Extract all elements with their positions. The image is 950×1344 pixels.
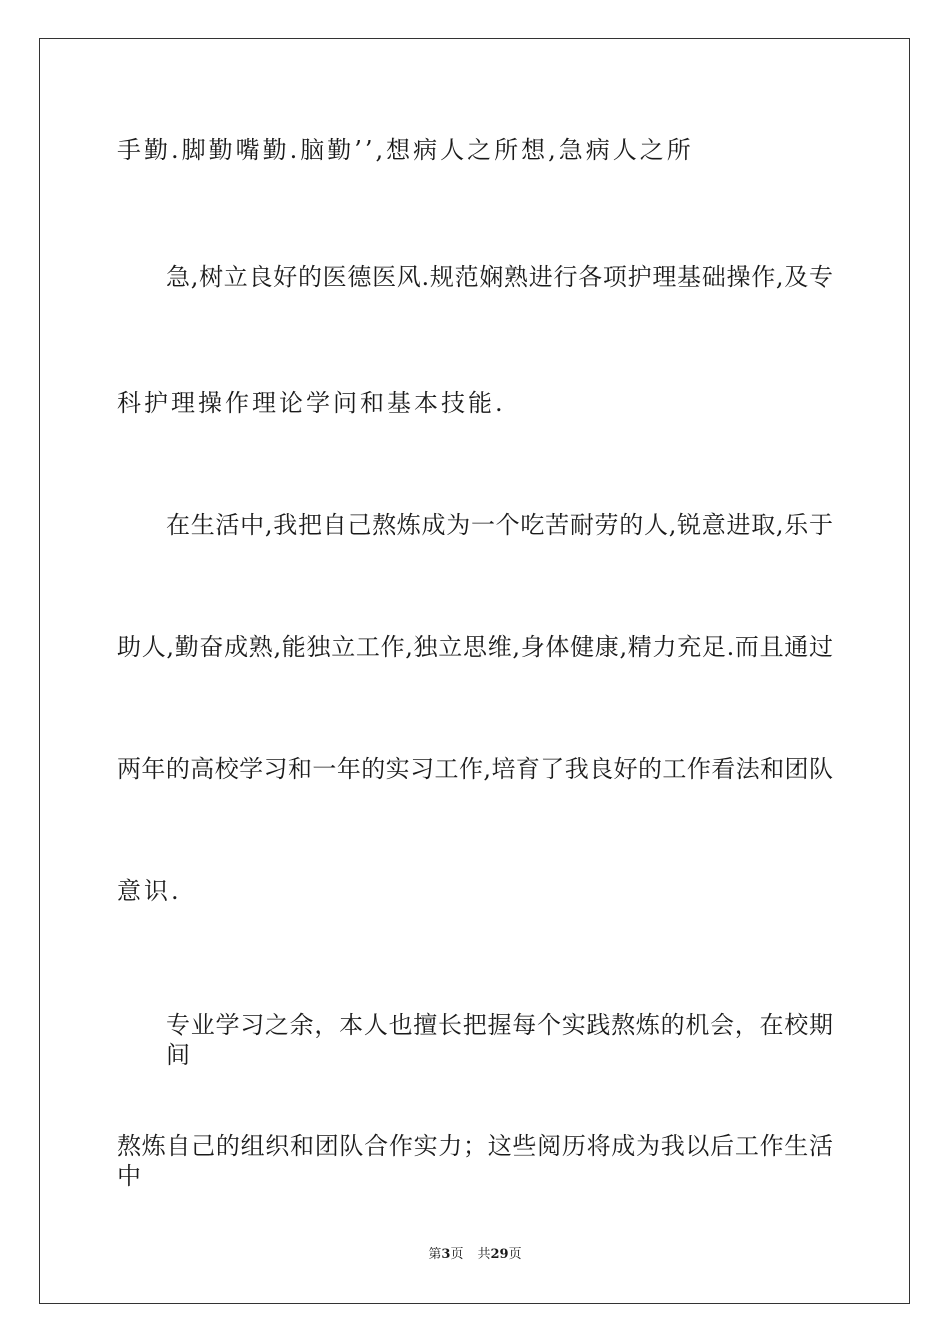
- body-line-2: 急,树立良好的医德医风.规范娴熟进行各项护理基础操作,及专: [166, 263, 833, 291]
- footer-page-number: 3: [441, 1247, 451, 1262]
- body-line-4: 在生活中,我把自己熬炼成为一个吃苦耐劳的人,锐意进取,乐于: [166, 511, 833, 539]
- footer-total-suffix: 页: [508, 1247, 522, 1262]
- footer-total-pages: 29: [490, 1247, 509, 1262]
- footer-total-prefix: 共: [477, 1247, 491, 1262]
- page-footer: [0, 1246, 950, 1264]
- body-line-7: 意识.: [117, 877, 182, 905]
- body-line-8: 专业学习之余，本人也擅长把握每个实践熬炼的机会，在校期间: [166, 1011, 833, 1069]
- footer-page-suffix: 页: [450, 1247, 464, 1262]
- page-border: [39, 38, 910, 1304]
- body-line-9: 熬炼自己的组织和团队合作实力；这些阅历将成为我以后工作生活中: [117, 1132, 833, 1190]
- body-line-1: 手勤.脚勤嘴勤.脑勤’’,想病人之所想,急病人之所: [117, 136, 694, 164]
- body-line-6: 两年的高校学习和一年的实习工作,培育了我良好的工作看法和团队: [117, 755, 833, 783]
- body-line-5: 助人,勤奋成熟,能独立工作,独立思维,身体健康,精力充足.而且通过: [117, 633, 833, 661]
- body-line-3: 科护理操作理论学问和基本技能.: [117, 389, 506, 417]
- footer-page-prefix: 第: [428, 1247, 442, 1262]
